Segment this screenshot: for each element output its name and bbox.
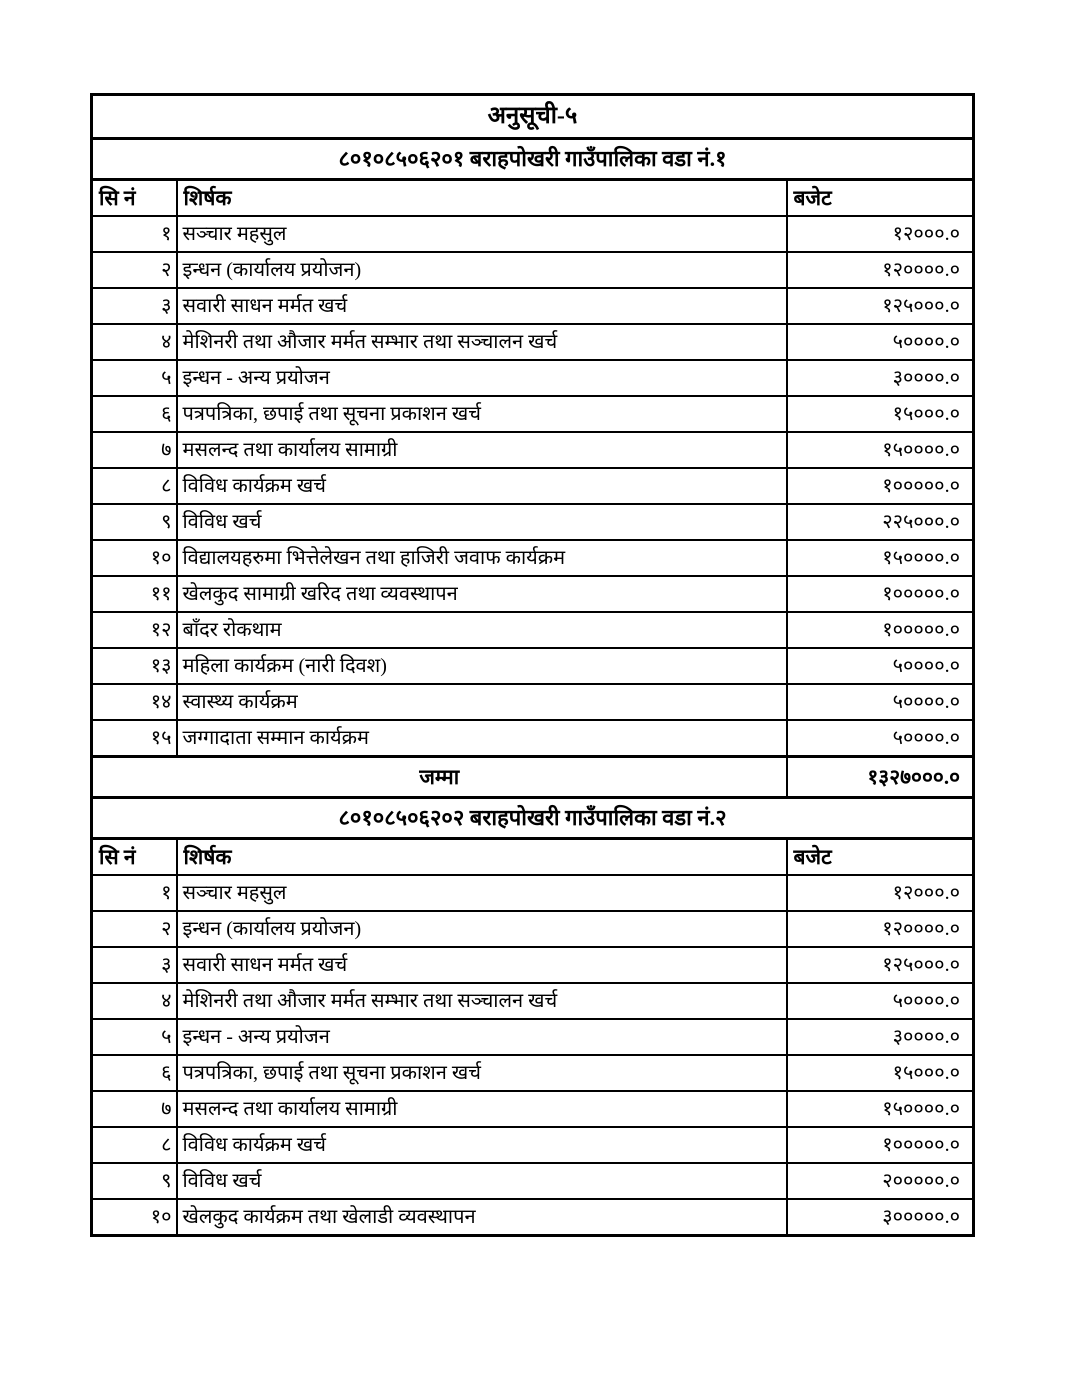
row-budget: १५००००.० [787,1091,974,1127]
table-row [92,983,974,1019]
table-row [92,252,974,288]
row-title: खेलकुद सामाग्री खरिद तथा व्यवस्थापन [177,576,787,612]
row-title: इन्धन - अन्य प्रयोजन [177,360,787,396]
total-budget: १३२७०००.० [787,757,974,798]
row-budget: ५००००.० [787,983,974,1019]
row-sn: १० [92,540,177,576]
row-sn: ६ [92,1055,177,1091]
table-row [92,911,974,947]
row-title: मसलन्द तथा कार्यालय सामाग्री [177,1091,787,1127]
table-row [92,432,974,468]
row-sn: ८ [92,1127,177,1163]
table-row [92,947,974,983]
table-row [92,360,974,396]
row-title: विविध खर्च [177,504,787,540]
row-title: मसलन्द तथा कार्यालय सामाग्री [177,432,787,468]
row-budget: १०००००.० [787,576,974,612]
row-title: बाँदर रोकथाम [177,612,787,648]
column-header-budget: बजेट [787,839,974,876]
row-budget: ५००००.० [787,648,974,684]
table-row [92,1019,974,1055]
row-title: विद्यालयहरुमा भित्तेलेखन तथा हाजिरी जवाफ कार्यक्रम [177,540,787,576]
row-sn: ६ [92,396,177,432]
row-sn: २ [92,252,177,288]
row-budget: १५०००.० [787,1055,974,1091]
row-budget: १२५०००.० [787,947,974,983]
row-budget: ३०००००.० [787,1199,974,1236]
row-budget: १२००००.० [787,911,974,947]
column-header-title: शिर्षक [177,839,787,876]
row-budget: १२००००.० [787,252,974,288]
row-budget: १२०००.० [787,216,974,252]
row-sn: १० [92,1199,177,1236]
total-row [92,757,974,798]
row-sn: ४ [92,324,177,360]
row-title: सवारी साधन मर्मत खर्च [177,947,787,983]
row-budget: २०००००.० [787,1163,974,1199]
row-sn: १ [92,875,177,911]
row-sn: ९ [92,1163,177,1199]
row-sn: ९ [92,504,177,540]
row-budget: १५०००.० [787,396,974,432]
budget-table [90,93,975,1237]
table-row [92,576,974,612]
column-header-sn: सि नं [92,839,177,876]
row-title: जग्गादाता सम्मान कार्यक्रम [177,720,787,757]
table-row [92,216,974,252]
row-budget: ५००००.० [787,720,974,757]
row-budget: १२५०००.० [787,288,974,324]
row-budget: २२५०००.० [787,504,974,540]
table-row [92,612,974,648]
row-title: मेशिनरी तथा औजार मर्मत सम्भार तथा सञ्चालन खर्च [177,983,787,1019]
row-title: सञ्चार महसुल [177,216,787,252]
table-row [92,648,974,684]
table-row [92,684,974,720]
column-header-budget: बजेट [787,180,974,217]
row-budget: १२०००.० [787,875,974,911]
table-row [92,504,974,540]
row-sn: ८ [92,468,177,504]
table-row [92,720,974,757]
table-row [92,1055,974,1091]
row-budget: १०००००.० [787,612,974,648]
row-title: इन्धन (कार्यालय प्रयोजन) [177,252,787,288]
row-title: सवारी साधन मर्मत खर्च [177,288,787,324]
budget-table-body [92,95,974,1236]
row-budget: ३००००.० [787,360,974,396]
row-sn: १२ [92,612,177,648]
table-row [92,1163,974,1199]
column-header-row [92,180,974,217]
row-title: पत्रपत्रिका, छपाई तथा सूचना प्रकाशन खर्च [177,1055,787,1091]
schedule-title-row [92,95,974,139]
row-sn: ३ [92,947,177,983]
total-label: जम्मा [92,757,787,798]
section-header-row [92,139,974,180]
table-row [92,540,974,576]
table-row [92,288,974,324]
row-budget: ३००००.० [787,1019,974,1055]
row-budget: १५००००.० [787,432,974,468]
row-title: खेलकुद कार्यक्रम तथा खेलाडी व्यवस्थापन [177,1199,787,1236]
row-sn: १३ [92,648,177,684]
row-title: महिला कार्यक्रम (नारी दिवश) [177,648,787,684]
table-row [92,324,974,360]
row-title: विविध खर्च [177,1163,787,1199]
row-sn: ३ [92,288,177,324]
row-sn: ५ [92,1019,177,1055]
row-budget: ५००००.० [787,684,974,720]
row-sn: ११ [92,576,177,612]
row-sn: १५ [92,720,177,757]
section-header-row [92,798,974,839]
row-title: पत्रपत्रिका, छपाई तथा सूचना प्रकाशन खर्च [177,396,787,432]
row-sn: ७ [92,1091,177,1127]
row-sn: २ [92,911,177,947]
section-header: ८०१०८५०६२०२ बराहपोखरी गाउँपालिका वडा नं.२ [92,798,974,839]
row-title: स्वास्थ्य कार्यक्रम [177,684,787,720]
section-header: ८०१०८५०६२०१ बराहपोखरी गाउँपालिका वडा नं.१ [92,139,974,180]
table-row [92,1091,974,1127]
row-sn: ४ [92,983,177,1019]
row-sn: ५ [92,360,177,396]
table-row [92,875,974,911]
row-budget: १०००००.० [787,1127,974,1163]
schedule-title: अनुसूची-५ [92,95,974,139]
row-sn: १४ [92,684,177,720]
row-title: सञ्चार महसुल [177,875,787,911]
row-sn: १ [92,216,177,252]
row-budget: १५००००.० [787,540,974,576]
row-title: इन्धन (कार्यालय प्रयोजन) [177,911,787,947]
table-row [92,1127,974,1163]
column-header-sn: सि नं [92,180,177,217]
column-header-title: शिर्षक [177,180,787,217]
row-title: विविध कार्यक्रम खर्च [177,1127,787,1163]
row-sn: ७ [92,432,177,468]
table-row [92,468,974,504]
row-title: इन्धन - अन्य प्रयोजन [177,1019,787,1055]
table-row [92,1199,974,1236]
row-budget: १०००००.० [787,468,974,504]
column-header-row [92,839,974,876]
table-row [92,396,974,432]
row-title: विविध कार्यक्रम खर्च [177,468,787,504]
row-budget: ५००००.० [787,324,974,360]
row-title: मेशिनरी तथा औजार मर्मत सम्भार तथा सञ्चालन खर्च [177,324,787,360]
